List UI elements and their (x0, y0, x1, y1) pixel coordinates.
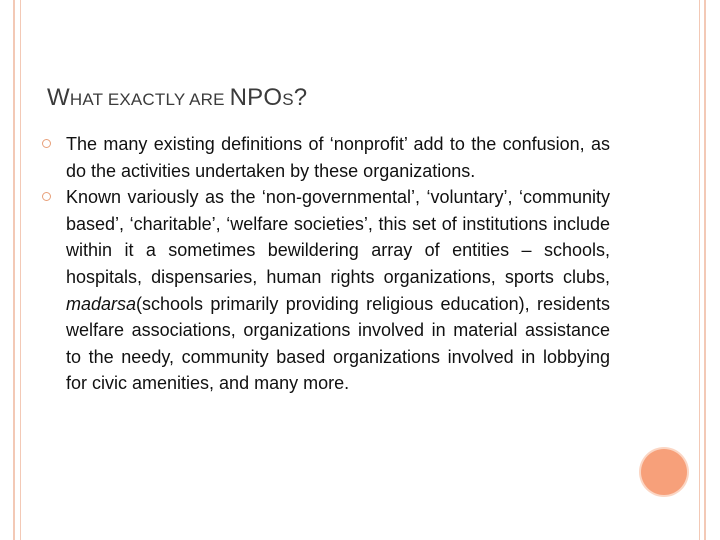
circle-bullet-icon (42, 139, 51, 148)
bullet-list (42, 131, 610, 397)
slide-title (47, 76, 307, 113)
title-part2-small: S (282, 90, 294, 109)
accent-circle-icon (641, 449, 687, 495)
bullet-text: Known variously as the ‘non-governmental’, ‘voluntary’, ‘community based’, ‘charitable’, ‘welfare societies’, this set of institutions include within it a sometimes bewildering array of entities – schools, hospitals, dispensaries, human rights organizations, sports clubs, (66, 187, 610, 287)
bullet-item (42, 131, 610, 184)
bullet-item (42, 184, 610, 397)
title-part3-big: ? (293, 84, 308, 111)
title-part1-small: HAT EXACTLY ARE (69, 90, 230, 109)
bullet-emphasis: madarsa (66, 293, 137, 314)
title-part1-big: W (47, 84, 70, 111)
bullet-text: (schools primarily providing religious education), residents welfare associations, organizations involved in material assistance to the needy, community based organizations involved in lobbying for civic amenities, and many more. (66, 293, 610, 394)
bullet-text: The many existing definitions of ‘nonprofit’ add to the confusion, as do the activities undertaken by these organizations. (66, 134, 610, 181)
circle-bullet-icon (42, 192, 51, 201)
title-part2-big: NPO (229, 84, 283, 111)
